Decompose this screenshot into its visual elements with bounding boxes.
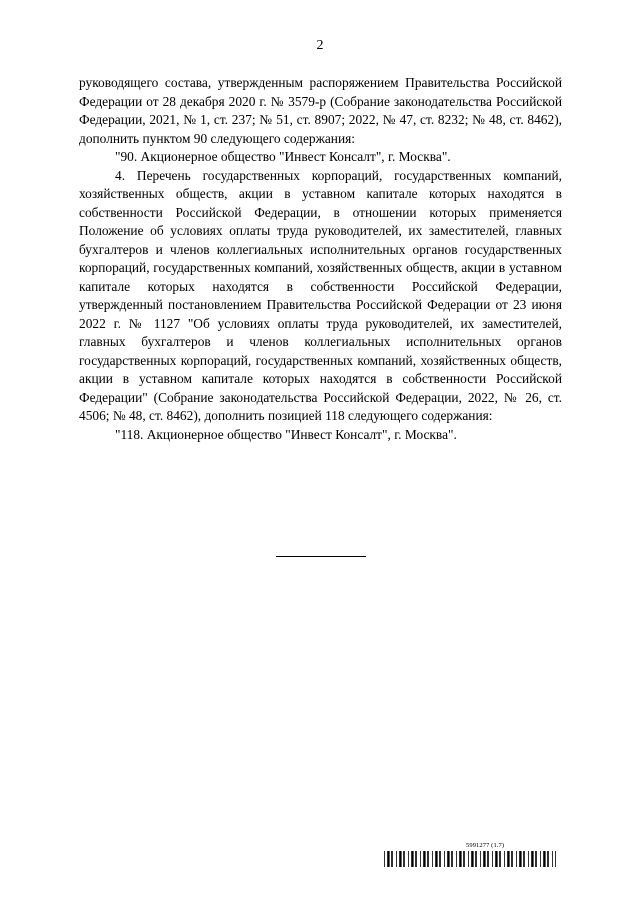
document-code: 5991277 (1.7) [466,842,505,849]
document-body [79,74,562,444]
end-divider-line [276,556,366,557]
page-number: 2 [316,38,324,53]
barcode-icon [384,851,556,867]
paragraph-item-4: 4. Перечень государственных корпораций, государственных компаний, хозяйственных обществ, акции в уставном капитале которых находятся в собственности Российской Федерации, в отношении которых применяется Положение об условиях оплаты труда руководителей, их заместителей, главных бухгалтеров и членов коллегиальных исполнительных органов государственных корпораций, государственных компаний, хозяйственных обществ, акции в уставном капитале которых находятся в собственности Российской Федерации, утвержденный постановлением Правительства Российской Федерации от 23 июня 2022 г. № 1127 "Об условиях оплаты труда руководителей, их заместителей, главных бухгалтеров и членов коллегиальных исполнительных органов государственных корпораций, государственных компаний, хозяйственных обществ, акции в уставном капитале которых находятся в собственности Российской Федерации" (Собрание законодательства Российской Федерации, 2022, № 26, ст. 4506; № 48, ст. 8462), дополнить позицией 118 следующего содержания: [79,167,562,423]
paragraph-continuation: руководящего состава, утвержденным распоряжением Правительства Российской Федерации от 28 декабря 2020 г. № 3579-р (Собрание законодательства Российской Федерации, 2021, № 1, ст. 237; № 51, ст. 8907; 2022, № 47, ст. 8232; № 48, ст. 8462), дополнить пунктом 90 следующего содержания: [79,75,562,146]
quoted-item-118: "118. Акционерное общество "Инвест Консалт", г. Москва". [115,426,457,442]
quoted-item-90: "90. Акционерное общество "Инвест Консалт", г. Москва". [115,149,451,164]
